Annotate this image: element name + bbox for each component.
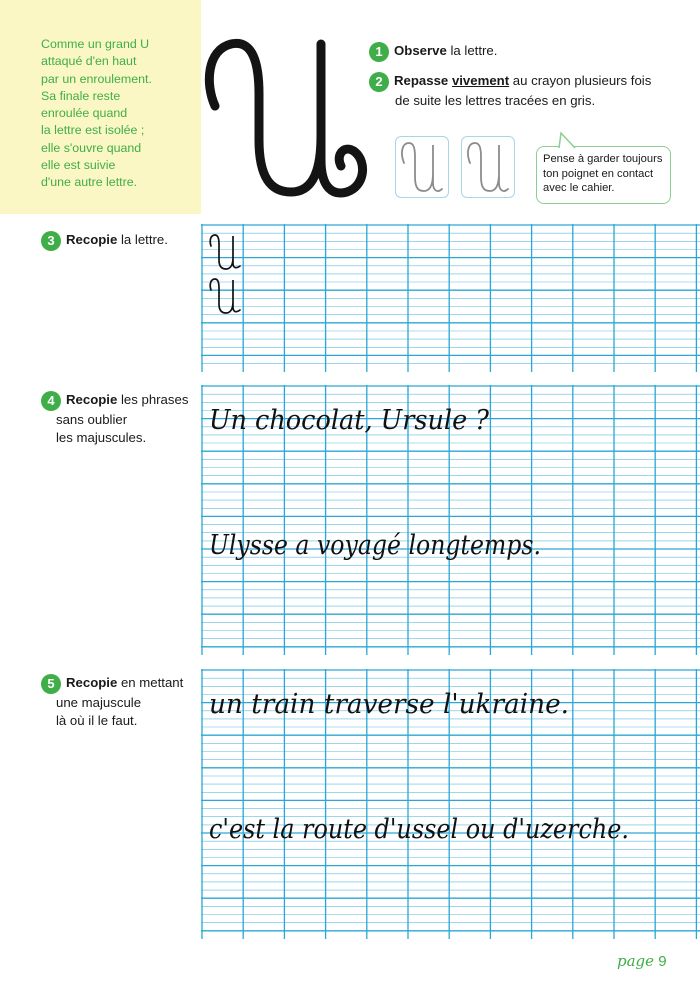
model-sentence-3 — [207, 680, 577, 730]
step-4-verb: Recopie — [66, 392, 118, 407]
letter-description-box — [0, 0, 201, 214]
note-line: la lettre est isolée ; — [41, 123, 145, 138]
note-line: Sa finale reste — [41, 88, 121, 103]
note-line: enroulée quand — [41, 106, 128, 121]
instruction-4 — [41, 391, 188, 447]
letter-description — [41, 36, 191, 192]
writing-grid-1[interactable] — [201, 224, 700, 372]
svg-text:c'est la route d'ussel ou d'uz: c'est la route d'ussel ou d'uzerche. — [209, 814, 629, 845]
note-line: attaqué d'en haut — [41, 54, 137, 69]
page-number: 9 — [658, 953, 667, 970]
tip-line: ton poignet en contact — [543, 167, 654, 180]
step-2-emphasis: vivement — [451, 73, 510, 88]
trace-letter-u — [396, 137, 448, 197]
page-label: page — [617, 952, 655, 970]
step-4-text-2: sans oublier — [56, 412, 128, 427]
note-line: elle s'ouvre quand — [41, 140, 142, 155]
step-2-verb: Repasse — [394, 73, 449, 88]
step-5-text-1: en mettant — [117, 675, 184, 690]
step-number-1: 1 — [369, 42, 389, 62]
step-number-2: 2 — [369, 72, 389, 92]
step-1-verb: Observe — [394, 43, 447, 58]
instruction-3 — [41, 231, 168, 251]
model-sentence-1 — [207, 392, 497, 442]
step-5-text-2: une majuscule — [56, 695, 142, 710]
tip-bubble — [536, 146, 671, 204]
note-line: d'une autre lettre. — [41, 175, 138, 190]
trace-letter-u — [462, 137, 514, 197]
svg-text:Ulysse a voyagé longtemps.: Ulysse a voyagé longtemps. — [209, 530, 541, 561]
note-line: elle est suivie — [41, 158, 116, 173]
step-3-text: la lettre. — [117, 232, 168, 247]
step-5-text-3: là où il le faut. — [56, 713, 138, 728]
step-number-4: 4 — [41, 391, 61, 411]
trace-box-2[interactable] — [461, 136, 515, 198]
model-sentence-4 — [207, 805, 637, 860]
svg-text:un train traverse l'ukraine.: un train traverse l'ukraine. — [209, 689, 569, 720]
page-footer — [617, 952, 667, 970]
instruction-1 — [369, 42, 497, 62]
step-4-text-1: les phrases — [117, 392, 189, 407]
trace-box-1[interactable] — [395, 136, 449, 198]
instruction-2 — [369, 72, 651, 110]
svg-text:Un chocolat, Ursule ?: Un chocolat, Ursule ? — [209, 405, 490, 436]
big-cursive-u — [205, 38, 370, 200]
step-number-5: 5 — [41, 674, 61, 694]
step-1-text: la lettre. — [446, 43, 498, 58]
step-2-text-1: au crayon plusieurs fois — [509, 73, 652, 88]
note-line: par un enroulement. — [41, 71, 152, 86]
step-4-text-3: les majuscules. — [56, 430, 147, 445]
bubble-tail — [556, 131, 578, 148]
instruction-5 — [41, 674, 183, 730]
tip-line: Pense à garder toujours — [543, 153, 663, 165]
model-letters-u — [205, 232, 245, 316]
step-5-verb: Recopie — [66, 675, 118, 690]
step-2-text-2: de suite les lettres tracées en gris. — [395, 93, 596, 108]
step-3-verb: Recopie — [66, 232, 118, 247]
tip-line: avec le cahier. — [543, 182, 615, 194]
step-number-3: 3 — [41, 231, 61, 251]
model-sentence-2 — [207, 517, 547, 575]
note-line: Comme un grand U — [41, 37, 150, 51]
